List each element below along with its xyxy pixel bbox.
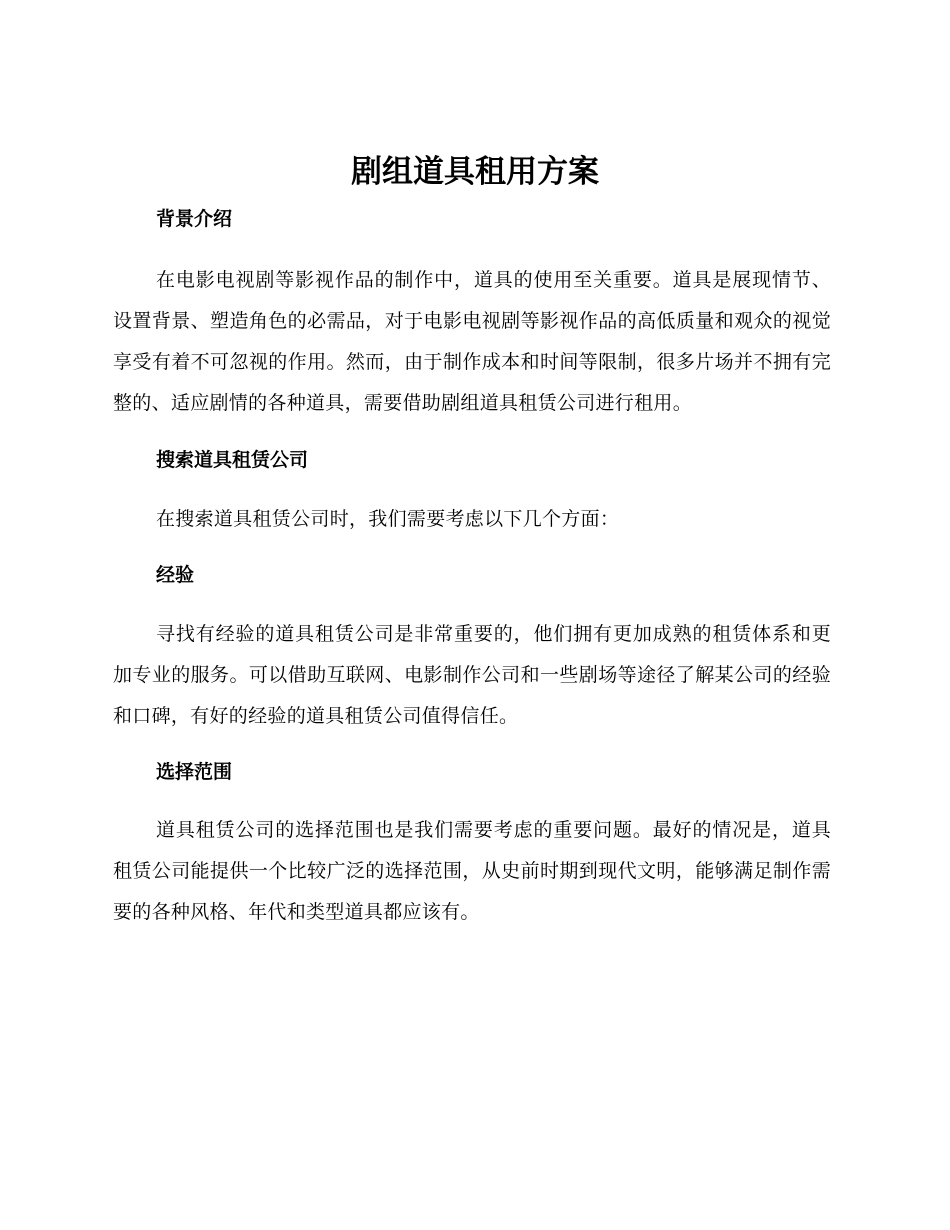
section-paragraph-selection-range: 道具租赁公司的选择范围也是我们需要考虑的重要问题。最好的情况是，道具租赁公司能提供一个比较广泛的选择范围，从史前时期到现代文明，能够满足制作需要的各种风格、年代和类型道具都应该有。 (113, 819, 831, 923)
section-paragraph-search-rental-company: 在搜索道具租赁公司时，我们需要考虑以下几个方面： (156, 508, 620, 530)
document-body (113, 204, 831, 933)
section-heading-experience: 经验 (156, 564, 195, 586)
document-title: 剧组道具租用方案 (351, 154, 599, 190)
section-paragraph-experience: 寻找有经验的道具租赁公司是非常重要的，他们拥有更加成熟的租赁体系和更加专业的服务。可以借助互联网、电影制作公司和一些剧场等途径了解某公司的经验和口碑，有好的经验的道具租赁公司值得信任。 (113, 623, 831, 727)
section-paragraph-background: 在电影电视剧等影视作品的制作中，道具的使用至关重要。道具是展现情节、设置背景、塑造角色的必需品，对于电影电视剧等影视作品的高低质量和观众的视觉享受有着不可忽视的作用。然而，由于制作成本和时间等限制，很多片场并不拥有完整的、适应剧情的各种道具，需要借助剧组道具租赁公司进行租用。 (113, 269, 831, 414)
section-heading-background: 背景介绍 (156, 208, 233, 230)
section-heading-selection-range: 选择范围 (156, 761, 233, 783)
section-heading-search-rental-company: 搜索道具租赁公司 (156, 449, 309, 471)
